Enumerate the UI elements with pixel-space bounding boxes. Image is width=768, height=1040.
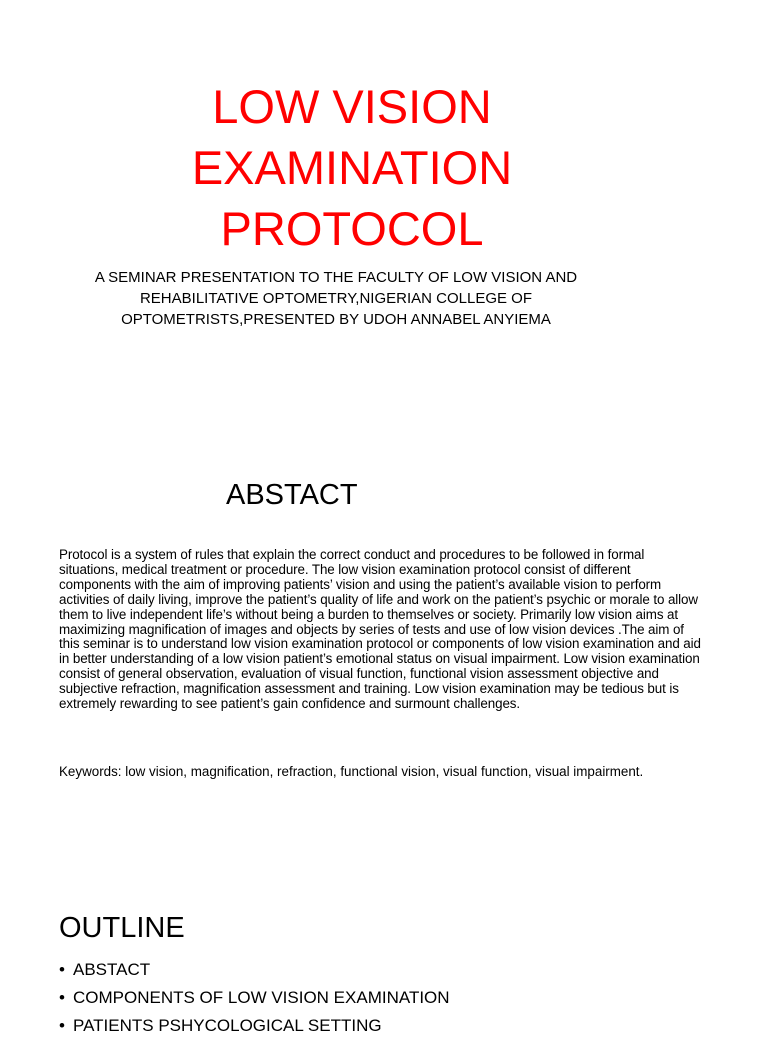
bullet-icon: • xyxy=(59,1016,65,1035)
bullet-icon: • xyxy=(59,960,65,979)
list-item xyxy=(59,956,450,984)
subtitle-line: OPTOMETRISTS,PRESENTED BY UDOH ANNABEL ANYIEMA xyxy=(121,311,551,328)
title-line: EXAMINATION xyxy=(191,141,513,194)
title-line: PROTOCOL xyxy=(220,202,484,255)
outline-list xyxy=(59,956,450,1040)
outline-item-label: COMPONENTS OF LOW VISION EXAMINATION xyxy=(73,988,450,1007)
subtitle-line: REHABILITATIVE OPTOMETRY,NIGERIAN COLLEGE OF xyxy=(139,290,533,307)
list-item xyxy=(59,1012,450,1040)
abstract-heading: ABSTACT xyxy=(226,479,358,511)
title-line: LOW VISION xyxy=(212,80,492,133)
outline-item-label: ABSTACT xyxy=(73,960,151,979)
abstract-body: Protocol is a system of rules that explain the correct conduct and procedures to be followed in formal situations, medical treatment or procedure. The low vision examination protocol consist of different components with the aim of improving patients’ vision and using the patient’s available vision to perform activities of daily living, improve the patient’s quality of life and work on the patient’s psychic or morale to allow them to live independent life’s without being a burden to themselves or society. Primarily low vision aims at maximizing magnification of images and objects by series of tests and use of low vision devices .The aim of this seminar is to understand low vision examination protocol or components of low vision examination and aid in better understanding of a low vision patient’s emotional status on visual impairment. Low vision examination consist of general observation, evaluation of visual function, functional vision assessment objective and subjective refraction, magnification assessment and training. Low vision examination may be tedious but is extremely rewarding to see patient’s gain confidence and surmount challenges. xyxy=(59,547,701,712)
document-subtitle xyxy=(40,267,632,330)
list-item xyxy=(59,984,450,1012)
bullet-icon: • xyxy=(59,988,65,1007)
subtitle-line: A SEMINAR PRESENTATION TO THE FACULTY OF LOW VISION AND xyxy=(94,269,578,286)
outline-item-label: PATIENTS PSHYCOLOGICAL SETTING xyxy=(73,1016,382,1035)
keywords-text: Keywords: low vision, magnification, refraction, functional vision, visual function, visual impairment. xyxy=(59,764,644,779)
outline-heading: OUTLINE xyxy=(59,912,185,944)
document-title xyxy=(0,76,704,259)
